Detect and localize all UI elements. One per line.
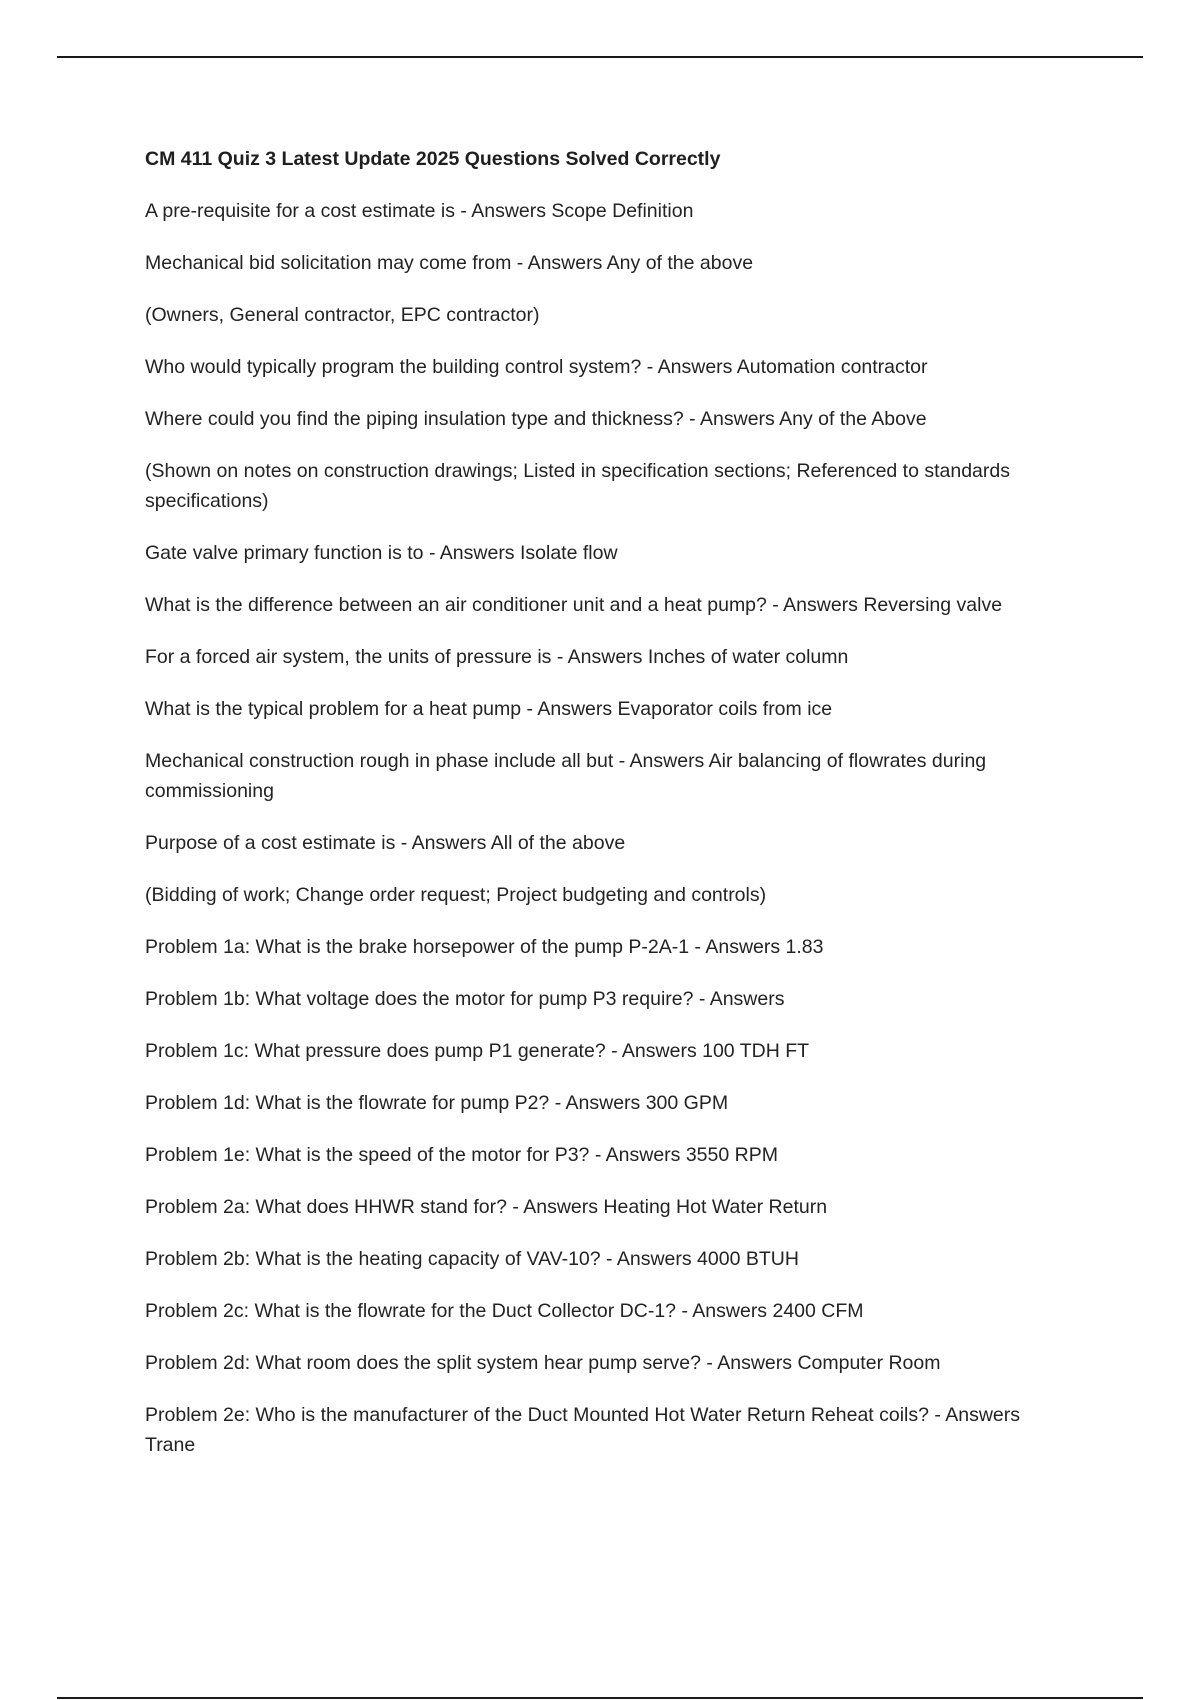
qa-line: For a forced air system, the units of pressure is - Answers Inches of water column xyxy=(145,646,849,668)
document-title: CM 411 Quiz 3 Latest Update 2025 Questions Solved Correctly xyxy=(145,148,721,170)
qa-line: Problem 2c: What is the flowrate for the Duct Collector DC-1? - Answers 2400 CFM xyxy=(145,1300,864,1322)
qa-line: (Owners, General contractor, EPC contractor) xyxy=(145,304,540,326)
qa-line: Problem 2b: What is the heating capacity of VAV-10? - Answers 4000 BTUH xyxy=(145,1248,799,1270)
bottom-divider xyxy=(57,1697,1143,1699)
qa-line: Mechanical construction rough in phase include all but - Answers Air balancing of flowrates during commissioning xyxy=(145,750,987,802)
qa-line: Who would typically program the building control system? - Answers Automation contractor xyxy=(145,356,928,378)
qa-line: Purpose of a cost estimate is - Answers All of the above xyxy=(145,832,626,854)
qa-line: What is the difference between an air conditioner unit and a heat pump? - Answers Reversing valve xyxy=(145,594,1003,616)
qa-line: Problem 2a: What does HHWR stand for? - Answers Heating Hot Water Return xyxy=(145,1196,828,1218)
qa-line: Problem 1a: What is the brake horsepower of the pump P-2A-1 - Answers 1.83 xyxy=(145,936,824,958)
qa-line: Where could you find the piping insulation type and thickness? - Answers Any of the Above xyxy=(145,408,927,430)
qa-line: What is the typical problem for a heat pump - Answers Evaporator coils from ice xyxy=(145,698,833,720)
qa-line: Problem 1d: What is the flowrate for pump P2? - Answers 300 GPM xyxy=(145,1092,729,1114)
qa-line: Mechanical bid solicitation may come from - Answers Any of the above xyxy=(145,252,754,274)
qa-line: Problem 1c: What pressure does pump P1 generate? - Answers 100 TDH FT xyxy=(145,1040,810,1062)
qa-line: Gate valve primary function is to - Answers Isolate flow xyxy=(145,542,618,564)
qa-list xyxy=(145,196,1075,1460)
qa-line: Problem 1e: What is the speed of the motor for P3? - Answers 3550 RPM xyxy=(145,1144,778,1166)
qa-line: Problem 2d: What room does the split system hear pump serve? - Answers Computer Room xyxy=(145,1352,941,1374)
qa-line: Problem 2e: Who is the manufacturer of the Duct Mounted Hot Water Return Reheat coils? - Answers Trane xyxy=(145,1404,1021,1456)
qa-line: (Shown on notes on construction drawings; Listed in specification sections; Referenced to standards specifications) xyxy=(145,460,1010,512)
qa-line: (Bidding of work; Change order request; Project budgeting and controls) xyxy=(145,884,767,906)
qa-line: Problem 1b: What voltage does the motor for pump P3 require? - Answers xyxy=(145,988,785,1010)
document-body xyxy=(145,144,1075,1460)
top-divider xyxy=(57,56,1143,58)
qa-line: A pre-requisite for a cost estimate is - Answers Scope Definition xyxy=(145,200,694,222)
